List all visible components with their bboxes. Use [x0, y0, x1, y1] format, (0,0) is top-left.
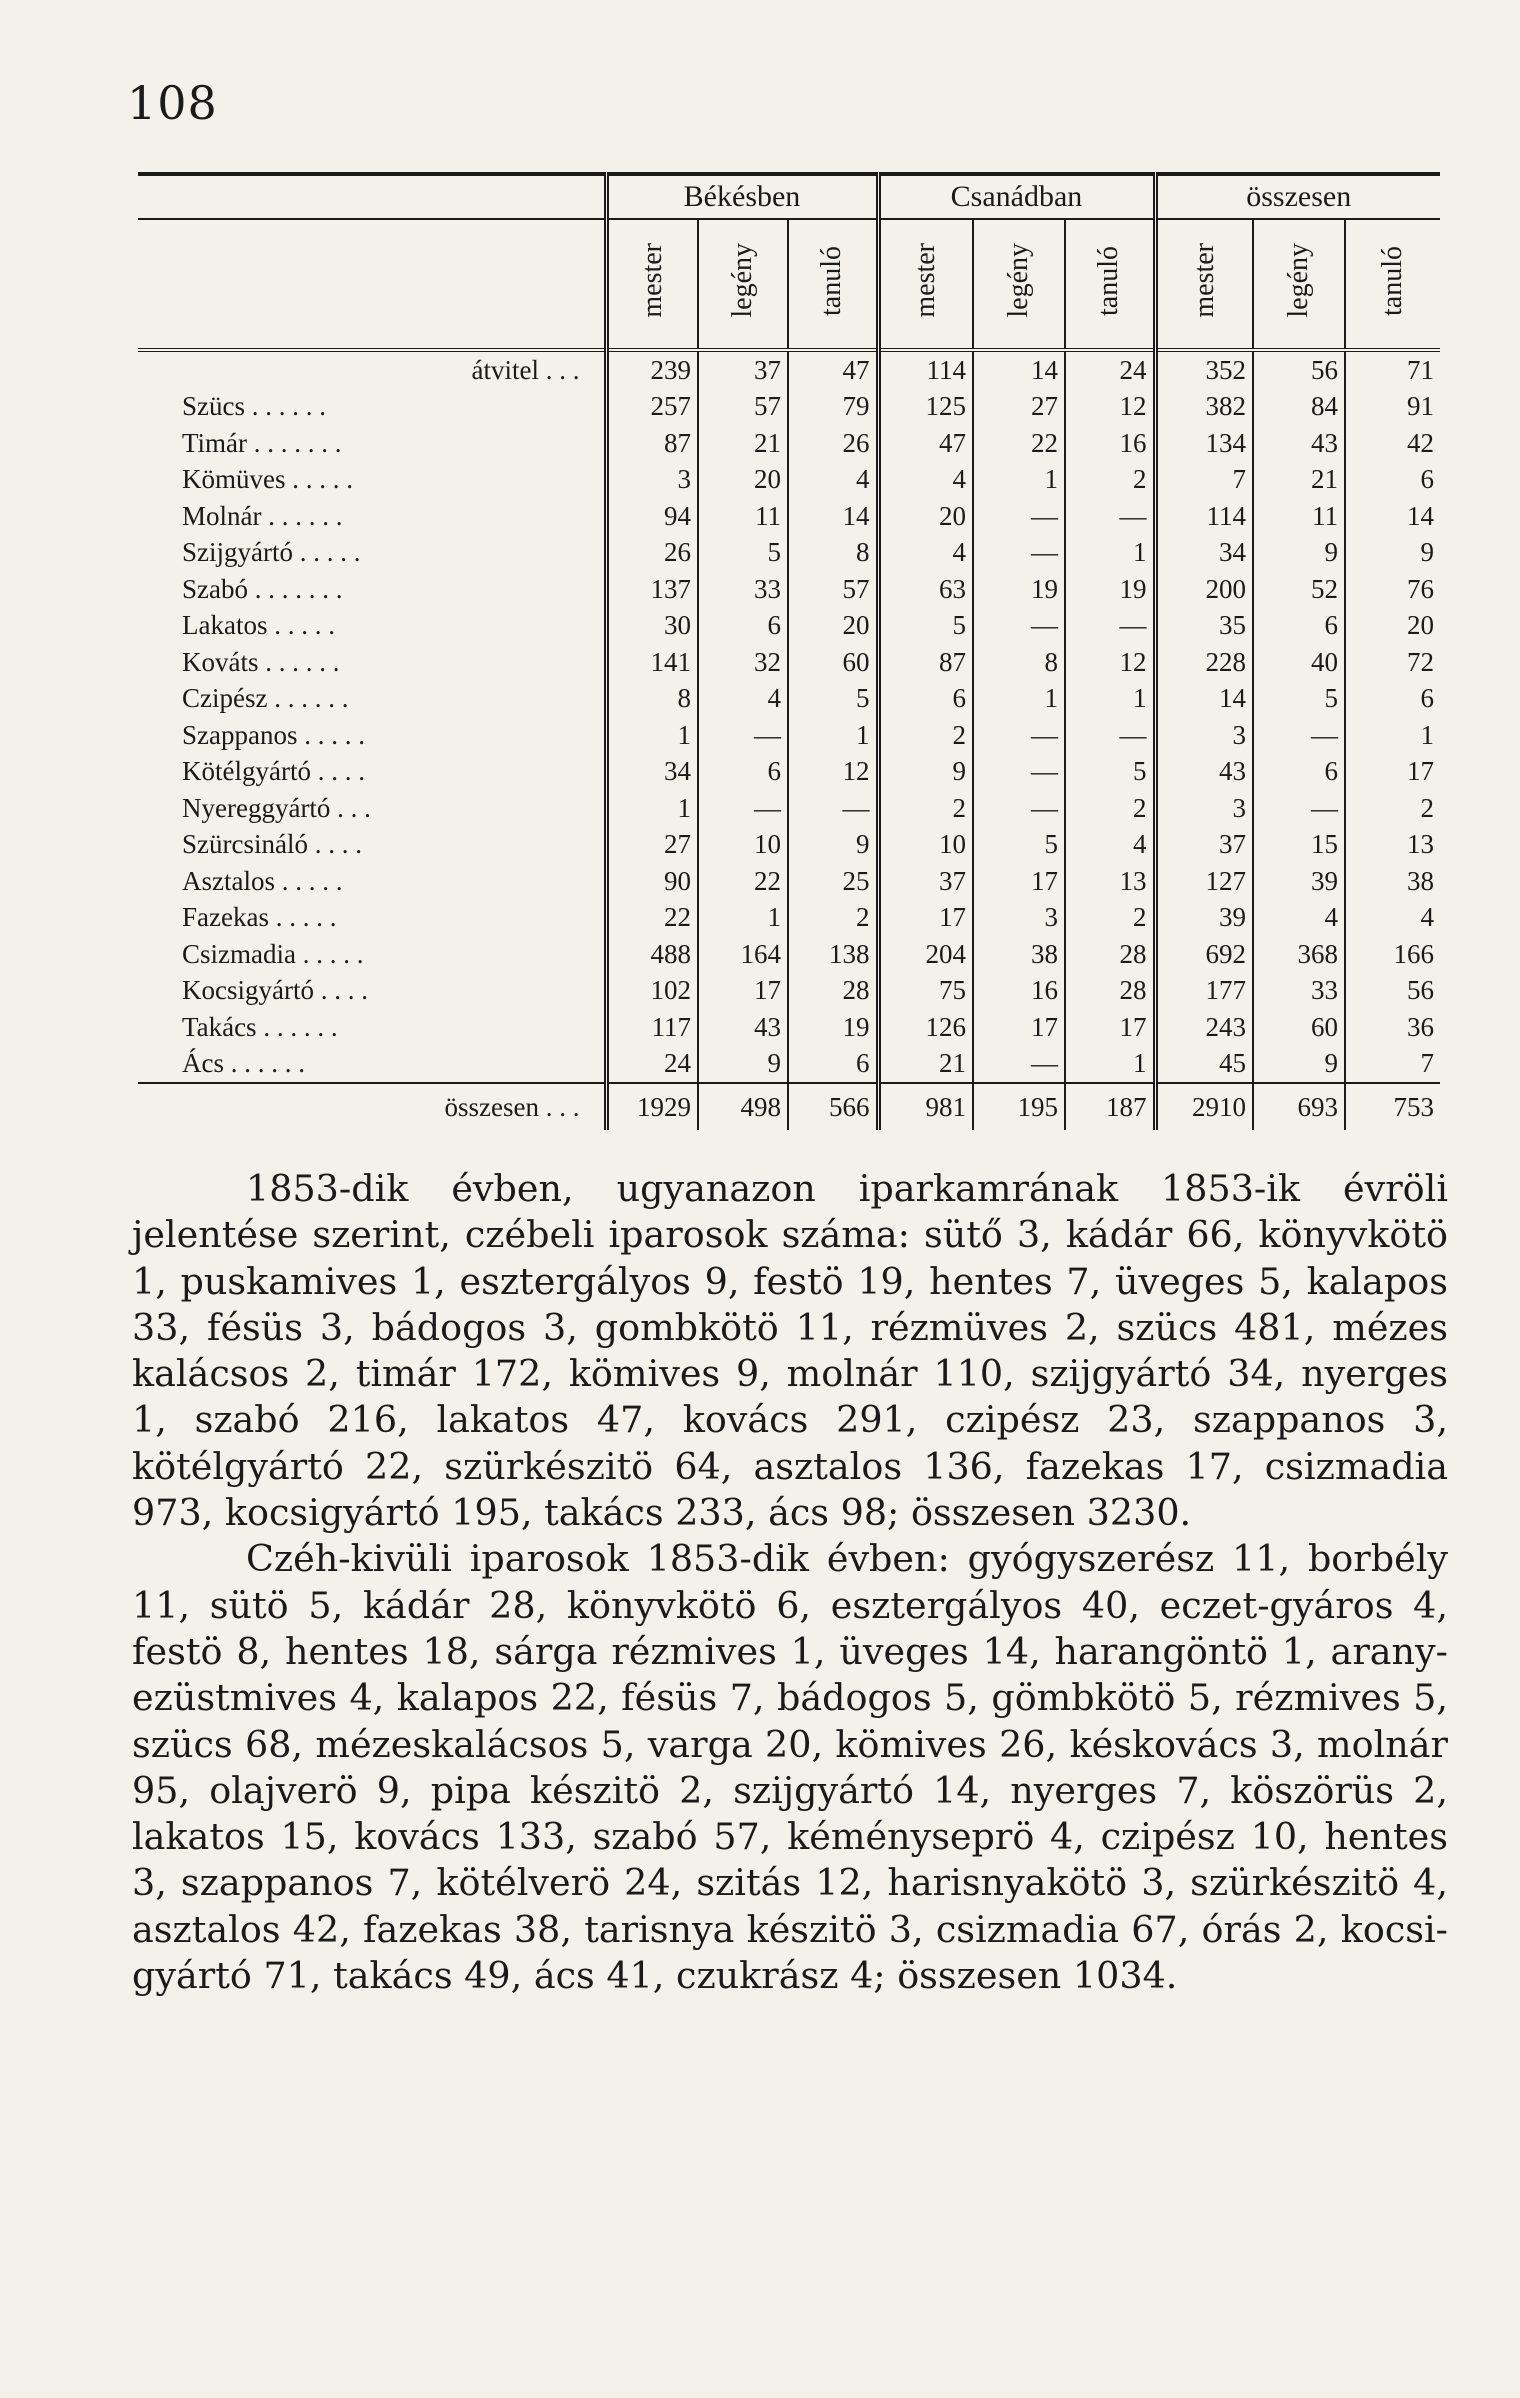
- table-cell: 33: [1253, 973, 1345, 1010]
- table-cell: 14: [1345, 498, 1440, 535]
- table-row: [138, 389, 1440, 426]
- table-cell: 10: [698, 827, 788, 864]
- table-cell: 28: [1065, 973, 1155, 1010]
- table-cell: 566: [788, 1083, 878, 1130]
- row-label: Molnár . . . . . .: [182, 500, 343, 531]
- subcolumn-label: mester: [1188, 243, 1220, 318]
- statistics-table: [138, 172, 1440, 1130]
- table-cell: 1: [1065, 681, 1155, 718]
- row-label: átvitel . . .: [471, 354, 580, 385]
- table-cell: 8: [973, 644, 1065, 681]
- table-cell: 5: [788, 681, 878, 718]
- row-label: Kötélgyártó . . . .: [182, 756, 365, 787]
- row-label: Timár . . . . . . .: [182, 427, 342, 458]
- table-cell: 21: [878, 1046, 973, 1084]
- table-cell: —: [1065, 498, 1155, 535]
- table-cell: 90: [606, 863, 698, 900]
- table-cell: 14: [1155, 681, 1253, 718]
- table-cell: 21: [1253, 462, 1345, 499]
- table-cell: 30: [606, 608, 698, 645]
- subcolumn-header: [878, 219, 973, 350]
- table-cell: 52: [1253, 571, 1345, 608]
- row-label: Kömüves . . . . .: [182, 464, 353, 495]
- table-cell: 37: [1155, 827, 1253, 864]
- paragraph-guild-craftsmen: 1853-dik évben, ugyanazon iparkamrának 1853-ik évröli jelentése szerint, czébeli iparosok száma: sütő 3, kádár 66, könyvkötö 1, puskamives 1, esztergályos 9, festö 19, hentes 7, üveges 5, kalapos 33, fésüs 3, bádogos 3, gombkötö 11, rézmüves 2, szücs 481, mézes kalácsos 2, timár 172, kömives 9, molnár 110, szijgyártó 34, nyerges 1, szabó 216, lakatos 47, kovács 291, czipész 23, szappanos 3, kötélgyártó 22, szürkészitö 64, asztalos 136, fazekas 17, csizmadia 973, kocsigyártó 195, takács 233, ács 98; összesen 3230.: [132, 1167, 1448, 1535]
- table-cell: 87: [878, 644, 973, 681]
- table-cell: 1: [1345, 717, 1440, 754]
- table-cell: 13: [1065, 863, 1155, 900]
- table-cell: 17: [698, 973, 788, 1010]
- table-cell: 19: [788, 1009, 878, 1046]
- table-cell: 16: [1065, 425, 1155, 462]
- table-cell: 22: [606, 900, 698, 937]
- row-label: Nyereggyártó . . .: [182, 792, 371, 823]
- table-cell: 17: [878, 900, 973, 937]
- row-label: összesen . . .: [138, 1083, 606, 1130]
- table-cell: 16: [973, 973, 1065, 1010]
- table-cell: 125: [878, 389, 973, 426]
- table-cell: 20: [1345, 608, 1440, 645]
- table-row: [138, 1009, 1440, 1046]
- table-cell: 12: [788, 754, 878, 791]
- table-cell: 35: [1155, 608, 1253, 645]
- table-cell: 10: [878, 827, 973, 864]
- table-cell: 8: [606, 681, 698, 718]
- table-cell: 1929: [606, 1083, 698, 1130]
- table-cell: —: [973, 717, 1065, 754]
- table-cell: 692: [1155, 936, 1253, 973]
- table-cell: 40: [1253, 644, 1345, 681]
- table-cell: 2: [1065, 790, 1155, 827]
- table-cell: 56: [1345, 973, 1440, 1010]
- table-cell: 94: [606, 498, 698, 535]
- subcolumn-header: [1345, 219, 1440, 350]
- table-cell: 2: [1345, 790, 1440, 827]
- table-cell: 43: [698, 1009, 788, 1046]
- subcolumn-label: tanuló: [1093, 245, 1125, 316]
- table-cell: 22: [973, 425, 1065, 462]
- table-cell: 2: [1065, 900, 1155, 937]
- table-cell: 34: [606, 754, 698, 791]
- table-cell: 1: [606, 717, 698, 754]
- table-cell: 2: [1065, 462, 1155, 499]
- table-cell: —: [1065, 608, 1155, 645]
- row-label: Szabó . . . . . . .: [182, 573, 343, 604]
- row-label: Lakatos . . . . .: [182, 610, 335, 641]
- table-cell: —: [973, 535, 1065, 572]
- table-cell: 1: [1065, 1046, 1155, 1084]
- table-cell: 1: [698, 900, 788, 937]
- table-cell: 39: [1155, 900, 1253, 937]
- table-cell: 19: [1065, 571, 1155, 608]
- page-number: 108: [127, 76, 218, 130]
- table-cell: 7: [1155, 462, 1253, 499]
- row-label: Asztalos . . . . .: [182, 865, 343, 896]
- table-cell: 137: [606, 571, 698, 608]
- row-label: Fazekas . . . . .: [182, 902, 337, 933]
- table-cell: 14: [973, 350, 1065, 389]
- table-cell: 42: [1345, 425, 1440, 462]
- table-cell: 76: [1345, 571, 1440, 608]
- table-cell: —: [973, 498, 1065, 535]
- table-cell: 17: [973, 863, 1065, 900]
- table-cell: —: [1253, 717, 1345, 754]
- table-cell: 91: [1345, 389, 1440, 426]
- table-row: [138, 350, 1440, 389]
- table-cell: 2910: [1155, 1083, 1253, 1130]
- table-cell: 114: [1155, 498, 1253, 535]
- table-cell: 1: [788, 717, 878, 754]
- table-cell: 7: [1345, 1046, 1440, 1084]
- table-cell: 11: [1253, 498, 1345, 535]
- table-row: [138, 498, 1440, 535]
- table-cell: 43: [1253, 425, 1345, 462]
- subcolumn-label: mester: [910, 243, 942, 318]
- table-cell: —: [698, 790, 788, 827]
- table-cell: 57: [788, 571, 878, 608]
- table-cell: 4: [1065, 827, 1155, 864]
- table-row: [138, 827, 1440, 864]
- table-cell: 6: [698, 608, 788, 645]
- table-cell: 36: [1345, 1009, 1440, 1046]
- table-row: [138, 936, 1440, 973]
- subcolumn-header-row: [138, 219, 1440, 350]
- table-cell: 20: [878, 498, 973, 535]
- subcolumn-label: mester: [636, 243, 668, 318]
- table-row: [138, 863, 1440, 900]
- table-cell: 13: [1345, 827, 1440, 864]
- table-cell: 26: [606, 535, 698, 572]
- subcolumn-header: [698, 219, 788, 350]
- craftsmen-table: [138, 172, 1440, 1130]
- table-cell: 57: [698, 389, 788, 426]
- table-cell: 2: [878, 790, 973, 827]
- body-text: [132, 1166, 1448, 1999]
- subcolumn-label: tanuló: [1377, 245, 1408, 316]
- table-cell: 47: [878, 425, 973, 462]
- table-row: [138, 790, 1440, 827]
- table-cell: 102: [606, 973, 698, 1010]
- table-cell: 47: [788, 350, 878, 389]
- table-cell: 4: [698, 681, 788, 718]
- table-cell: 17: [1065, 1009, 1155, 1046]
- subcolumn-header: [973, 219, 1065, 350]
- table-cell: 3: [1155, 717, 1253, 754]
- table-cell: 6: [1345, 681, 1440, 718]
- table-cell: 5: [1253, 681, 1345, 718]
- table-cell: 1: [1065, 535, 1155, 572]
- table-cell: 1: [973, 462, 1065, 499]
- table-cell: 368: [1253, 936, 1345, 973]
- table-cell: 9: [1345, 535, 1440, 572]
- table-cell: 693: [1253, 1083, 1345, 1130]
- table-cell: 352: [1155, 350, 1253, 389]
- table-cell: 21: [698, 425, 788, 462]
- table-cell: 141: [606, 644, 698, 681]
- table-cell: 37: [878, 863, 973, 900]
- table-cell: 5: [698, 535, 788, 572]
- table-cell: 20: [788, 608, 878, 645]
- table-cell: 126: [878, 1009, 973, 1046]
- table-body: [138, 350, 1440, 1130]
- group-header-csanad: Csanádban: [878, 174, 1155, 219]
- table-cell: 195: [973, 1083, 1065, 1130]
- table-cell: 4: [1253, 900, 1345, 937]
- table-cell: 8: [788, 535, 878, 572]
- header-blank: [138, 219, 606, 350]
- table-cell: 37: [698, 350, 788, 389]
- table-cell: 9: [1253, 1046, 1345, 1084]
- table-cell: —: [788, 790, 878, 827]
- row-label: Szappanos . . . . .: [182, 719, 365, 750]
- table-row: [138, 754, 1440, 791]
- table-cell: 72: [1345, 644, 1440, 681]
- table-cell: 60: [1253, 1009, 1345, 1046]
- table-cell: 27: [973, 389, 1065, 426]
- table-cell: 33: [698, 571, 788, 608]
- table-cell: 9: [788, 827, 878, 864]
- table-cell: 6: [788, 1046, 878, 1084]
- table-cell: 4: [1345, 900, 1440, 937]
- table-cell: 17: [973, 1009, 1065, 1046]
- table-cell: 43: [1155, 754, 1253, 791]
- table-cell: 19: [973, 571, 1065, 608]
- table-cell: 79: [788, 389, 878, 426]
- table-row: [138, 973, 1440, 1010]
- table-cell: 9: [698, 1046, 788, 1084]
- row-label: Ács . . . . . .: [182, 1048, 305, 1079]
- group-header-total: összesen: [1155, 174, 1440, 219]
- table-cell: 117: [606, 1009, 698, 1046]
- total-row: [138, 1083, 1440, 1130]
- table-row: [138, 608, 1440, 645]
- table-cell: 38: [973, 936, 1065, 973]
- table-cell: 6: [1253, 754, 1345, 791]
- table-cell: 243: [1155, 1009, 1253, 1046]
- table-cell: 200: [1155, 571, 1253, 608]
- table-cell: 28: [788, 973, 878, 1010]
- subcolumn-label: legény: [1003, 243, 1034, 318]
- table-cell: 2: [788, 900, 878, 937]
- table-cell: 14: [788, 498, 878, 535]
- table-cell: 5: [878, 608, 973, 645]
- group-header-bekes: Békésben: [606, 174, 878, 219]
- table-cell: 6: [1345, 462, 1440, 499]
- table-cell: 71: [1345, 350, 1440, 389]
- paragraph-non-guild-craftsmen: Czéh-kivüli iparosok 1853-dik évben: gyógyszerész 11, borbély 11, sütö 5, kádár 28, könyvkötö 6, esztergályos 40, eczet-gyáros 4, festö 8, hentes 18, sárga rézmives 1, üveges 14, harangöntö 1, arany- ezüstmives 4, kalapos 22, fésüs 7, bádogos 5, gömbkötö 5, rézmives 5, szücs 68, mézeskalácsos 5, varga 20, kömives 26, késkovács 3, molnár 95, olajverö 9, pipa készitö 2, szijgyártó 14, nyerges 7, köszörüs 2, lakatos 15, kovács 133, szabó 57, kéményseprö 4, czipész 10, hentes 3, szappanos 7, kötélverö 24, szitás 12, harisnyakötö 3, szürkészitö 4, asztalos 42, fazekas 38, tarisnya készitö 3, csizmadia 67, órás 2, kocsi-gyártó 71, takács 49, ács 41, czukrász 4; összesen 1034.: [132, 1537, 1448, 1998]
- table-cell: —: [973, 754, 1065, 791]
- table-cell: 63: [878, 571, 973, 608]
- table-cell: 60: [788, 644, 878, 681]
- table-cell: 114: [878, 350, 973, 389]
- table-cell: 498: [698, 1083, 788, 1130]
- table-cell: 20: [698, 462, 788, 499]
- subcolumn-header: [606, 219, 698, 350]
- table-cell: 25: [788, 863, 878, 900]
- table-cell: 177: [1155, 973, 1253, 1010]
- table-cell: 257: [606, 389, 698, 426]
- table-cell: 12: [1065, 389, 1155, 426]
- table-row: [138, 571, 1440, 608]
- table-cell: 1: [606, 790, 698, 827]
- row-label: Czipész . . . . . .: [182, 683, 349, 714]
- table-cell: 6: [878, 681, 973, 718]
- row-label: Szürcsináló . . . .: [182, 829, 362, 860]
- table-cell: —: [973, 1046, 1065, 1084]
- table-cell: 28: [1065, 936, 1155, 973]
- subcolumn-header: [788, 219, 878, 350]
- row-label: Csizmadia . . . . .: [182, 938, 364, 969]
- table-cell: 15: [1253, 827, 1345, 864]
- table-cell: 3: [606, 462, 698, 499]
- table-cell: 5: [1065, 754, 1155, 791]
- table-cell: 127: [1155, 863, 1253, 900]
- table-cell: 75: [878, 973, 973, 1010]
- table-cell: —: [698, 717, 788, 754]
- table-cell: 22: [698, 863, 788, 900]
- subcolumn-header: [1065, 219, 1155, 350]
- header-blank: [138, 174, 606, 219]
- table-cell: 26: [788, 425, 878, 462]
- table-cell: 204: [878, 936, 973, 973]
- table-cell: 4: [788, 462, 878, 499]
- row-label: Szücs . . . . . .: [182, 391, 326, 422]
- table-cell: 3: [973, 900, 1065, 937]
- table-cell: 4: [878, 535, 973, 572]
- subcolumn-label: tanuló: [816, 245, 848, 316]
- table-cell: —: [973, 790, 1065, 827]
- row-label: Takács . . . . . .: [182, 1011, 338, 1042]
- table-cell: —: [973, 608, 1065, 645]
- table-cell: 56: [1253, 350, 1345, 389]
- table-cell: 9: [1253, 535, 1345, 572]
- table-cell: 6: [1253, 608, 1345, 645]
- table-row: [138, 900, 1440, 937]
- table-cell: 24: [606, 1046, 698, 1084]
- table-cell: 239: [606, 350, 698, 389]
- table-row: [138, 1046, 1440, 1084]
- table-cell: 6: [698, 754, 788, 791]
- table-cell: 17: [1345, 754, 1440, 791]
- subcolumn-header: [1253, 219, 1345, 350]
- table-cell: 39: [1253, 863, 1345, 900]
- table-cell: 1: [973, 681, 1065, 718]
- table-cell: 12: [1065, 644, 1155, 681]
- table-cell: 382: [1155, 389, 1253, 426]
- table-cell: 166: [1345, 936, 1440, 973]
- table-cell: 4: [878, 462, 973, 499]
- table-cell: 9: [878, 754, 973, 791]
- table-cell: 187: [1065, 1083, 1155, 1130]
- table-cell: 27: [606, 827, 698, 864]
- table-cell: —: [1253, 790, 1345, 827]
- table-row: [138, 644, 1440, 681]
- table-cell: 45: [1155, 1046, 1253, 1084]
- subcolumn-label: legény: [727, 243, 758, 318]
- row-label: Kováts . . . . . .: [182, 646, 340, 677]
- table-cell: 34: [1155, 535, 1253, 572]
- table-cell: 488: [606, 936, 698, 973]
- table-row: [138, 425, 1440, 462]
- table-row: [138, 535, 1440, 572]
- table-cell: 164: [698, 936, 788, 973]
- table-cell: 753: [1345, 1083, 1440, 1130]
- table-row: [138, 462, 1440, 499]
- table-cell: 87: [606, 425, 698, 462]
- table-cell: 2: [878, 717, 973, 754]
- row-label: Szijgyártó . . . . .: [182, 537, 361, 568]
- table-cell: 5: [973, 827, 1065, 864]
- table-cell: 38: [1345, 863, 1440, 900]
- table-cell: 11: [698, 498, 788, 535]
- row-label: Kocsigyártó . . . .: [182, 975, 368, 1006]
- table-cell: 228: [1155, 644, 1253, 681]
- table-cell: —: [1065, 717, 1155, 754]
- table-cell: 3: [1155, 790, 1253, 827]
- subcolumn-label: legény: [1283, 243, 1314, 318]
- table-cell: 138: [788, 936, 878, 973]
- table-cell: 24: [1065, 350, 1155, 389]
- table-cell: 981: [878, 1083, 973, 1130]
- subcolumn-header: [1155, 219, 1253, 350]
- table-row: [138, 681, 1440, 718]
- table-cell: 32: [698, 644, 788, 681]
- table-row: [138, 717, 1440, 754]
- table-cell: 84: [1253, 389, 1345, 426]
- table-cell: 134: [1155, 425, 1253, 462]
